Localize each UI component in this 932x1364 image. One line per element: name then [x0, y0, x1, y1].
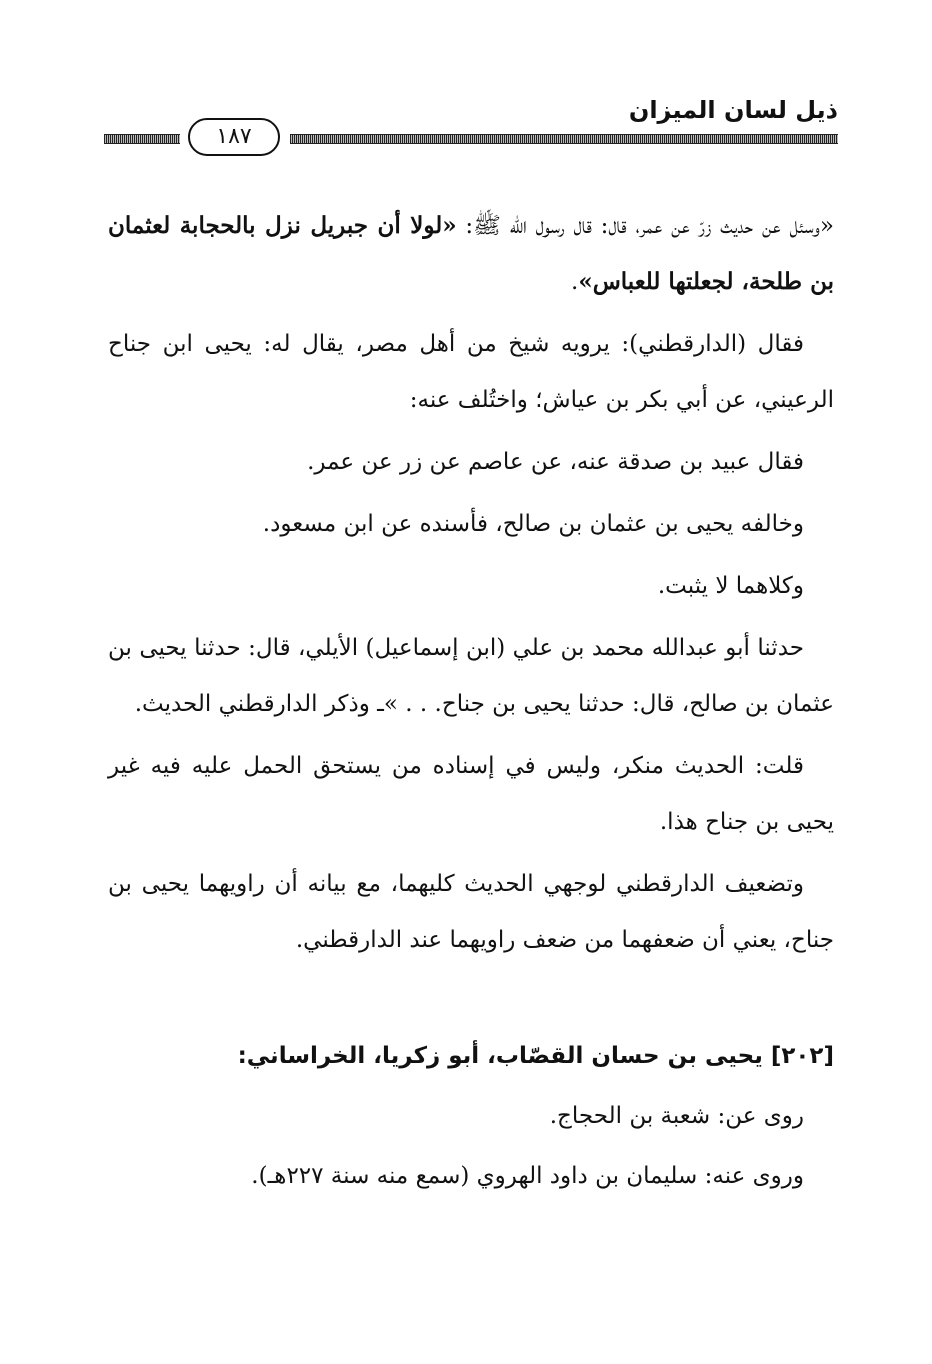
page-content [108, 198, 834, 1206]
paragraph-khalafahu: وخالفه يحيى بن عثمان بن صالح، فأسنده عن ابن مسعود. [262, 511, 804, 537]
question-text: «وسئل عن حديث زرّ عن عمر، قال: قال رسول الله ﷺ: [456, 213, 834, 239]
entry-heading: [٢٠٢] يحيى بن حسان القصّاب، أبو زكريا، الخراساني: [237, 1043, 834, 1069]
paragraph-qultu: قلت: الحديث منكر، وليس في إسناده من يستحق الحمل عليه فيه غير يحيى بن جناح هذا. [108, 753, 834, 835]
paragraph-hadith-question [108, 198, 834, 310]
paragraph-tadif: وتضعيف الدارقطني لوجهي الحديث كليهما، مع بيانه أن راويهما يحيى بن جناح، يعني أن ضعفهما من ضعف راويهما عند الدارقطني. [108, 871, 834, 953]
paragraph-daraqutni: فقال (الدارقطني): يرويه شيخ من أهل مصر، يقال له: يحيى ابن جناح الرعيني، عن أبي بكر بن عياش؛ واختُلف عنه: [108, 331, 834, 413]
page-number: ١٨٧ [188, 118, 280, 156]
question-end: . [571, 269, 579, 295]
entry-narrated-by: وروى عنه: سليمان بن داود الهروي (سمع منه سنة ٢٢٧هـ). [251, 1163, 804, 1189]
header-rule-right [290, 134, 838, 144]
header-rule-left [104, 134, 180, 144]
running-title: ذيل لسان الميزان [628, 96, 838, 124]
page-header [104, 96, 838, 156]
hadith-quote: «لولا أن جبريل نزل بالحجابة لعثمان بن طلحة، لجعلتها للعباس» [108, 212, 834, 295]
entry-narrated-from: روى عن: شعبة بن الحجاج. [549, 1103, 804, 1129]
paragraph-ubayd: فقال عبيد بن صدقة عنه، عن عاصم عن زر عن عمر. [307, 449, 804, 475]
paragraph-isnad: حدثنا أبو عبدالله محمد بن علي (ابن إسماعيل) الأيلي، قال: حدثنا يحيى بن عثمان بن صالح، قال: حدثنا يحيى بن جناح. . . »ـ وذكر الدارقطني الحديث. [108, 635, 834, 717]
paragraph-kilahuma: وكلاهما لا يثبت. [657, 573, 804, 599]
